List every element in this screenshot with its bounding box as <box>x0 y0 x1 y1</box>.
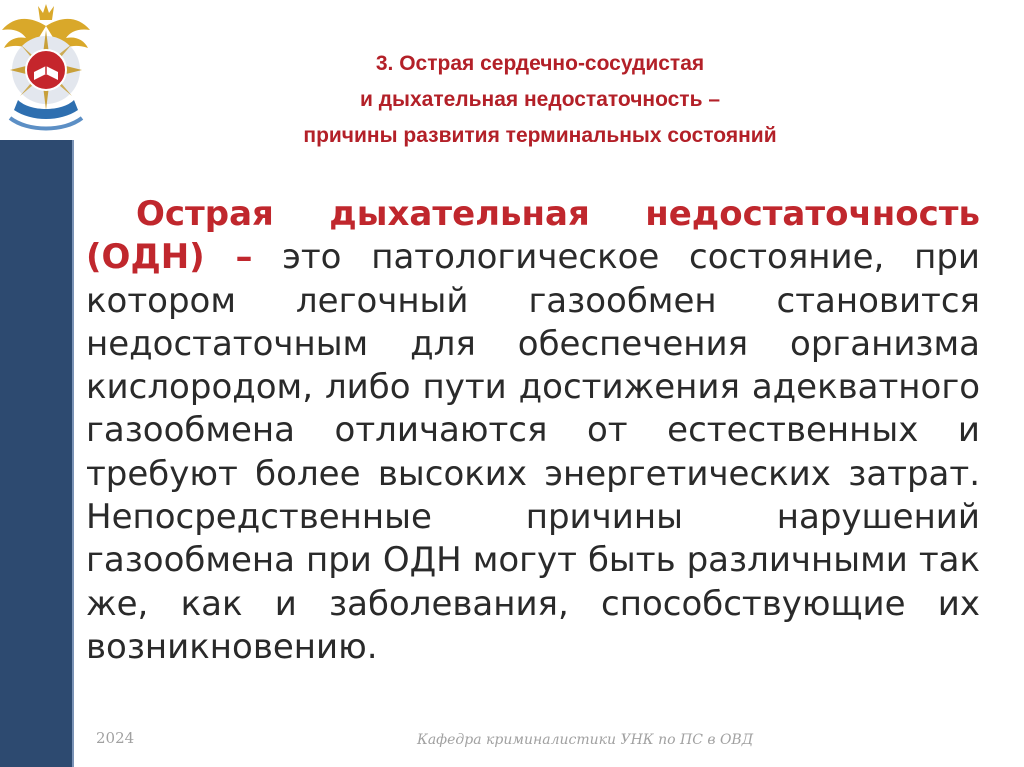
sidebar-bar <box>0 140 72 767</box>
title-line-1: 3. Острая сердечно-сосудистая <box>375 52 705 75</box>
definition-term: Острая дыхательная недостаточность (ОДН) – <box>86 194 980 278</box>
definition-paragraph <box>86 193 980 669</box>
title-line-2: и дыхательная недостаточность – <box>359 88 721 111</box>
slide-title <box>200 46 880 154</box>
footer-department: Кафедра криминалистики УНК по ПС в ОВД <box>417 732 754 748</box>
sidebar-stripe <box>72 140 74 767</box>
academy-emblem-icon <box>0 0 92 138</box>
definition-text: это патологическое состояние, при котором легочный газообмен становится недостаточным для обеспечения организма кислородом, либо пути достижения адекватного газообмена отличаются от естественных и требуют более высоких энергетических затрат. Непосредственные причины нарушений газообмена при ОДН могут быть различными так же, как и заболевания, способствующие их возникновению. <box>86 237 980 667</box>
footer-year: 2024 <box>96 729 135 747</box>
title-line-3: причины развития терминальных состояний <box>303 124 777 147</box>
